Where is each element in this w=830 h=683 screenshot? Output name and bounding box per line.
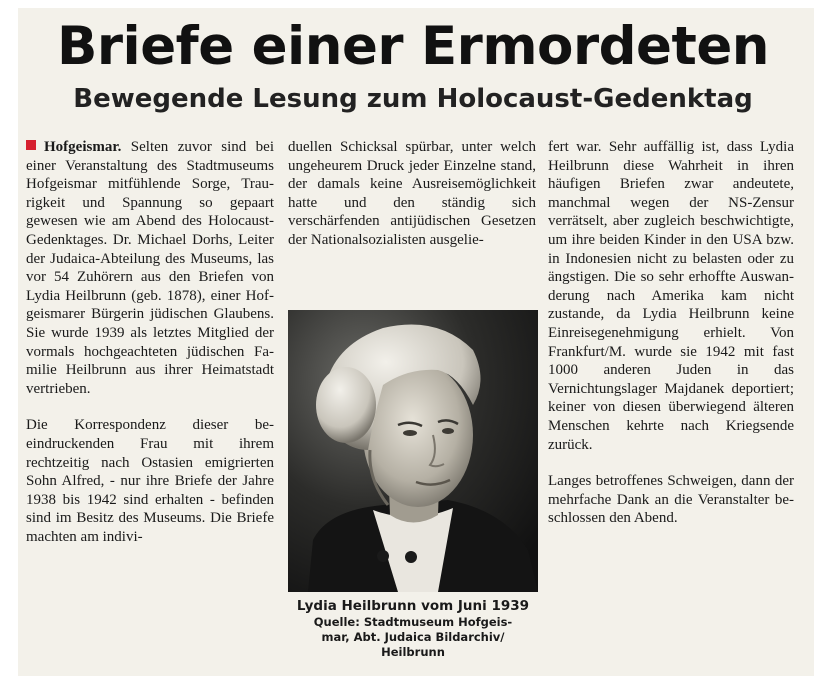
article-column-2 [288,138,536,250]
paragraph: fert war. Sehr auffällig ist, dass Lydia Heilbrunn diese Wahrheit in ihren häufigen Briefen zwar andeutete, manchmal wegen der NS-Zensur verrätselt, aber zugleich beschwichtigte, um ihre beiden Kinder in den USA bzw. in Indonesien nicht zu belasten oder zu ängstigen. Die so sehr erhoffte Auswanderung nach Amerika kam nicht zustande, da Lydia Heilbrunn keine Einreisegenehmigung erhielt. Von Frankfurt/M. wurde sie 1942 mit fast 1000 anderen Juden in das Vernichtungslager Majdanek deportiert; keiner von diesen überwiegend älteren Menschen kehrte nach Kriegsende zurück. [548,139,794,453]
paragraph: Langes betroffenes Schweigen, dann der mehrfache Dank an die Veranstalter beschlossen den Abend. [548,473,794,527]
article-column-1 [26,138,274,546]
red-square-marker [26,140,36,150]
caption-credit: Quelle: Stadtmuseum Hofgeis- mar, Abt. Judaica Bildarchiv/ Heilbrunn [313,615,513,659]
newspaper-clipping [18,8,814,676]
subheadline: Bewegende Lesung zum Holocaust-Gedenktag [73,84,753,114]
portrait-photo [288,310,538,592]
paragraph: Die Korrespondenz dieser beeindruckenden Frau mit ihrem rechtzeitig nach Ostasien emigrierten Sohn Alfred, - nur ihre Briefe der Jahre 1938 bis 1942 sind erhalten - befinden sind im Besitz des Museums. Die Briefe machten am indivi- [26,417,274,545]
dateline: Hofgeismar. [44,139,122,155]
paragraph: duellen Schicksal spürbar, unter welch ungeheurem Druck jeder Einzelne stand, der damals keine Ausreisemöglichkeit hatte und den ständig sich verschärfenden antijüdischen Gesetzen der Nationalsozialisten ausgelie- [288,139,536,248]
article-column-3 [548,138,794,528]
headline: Briefe einer Ermordeten [57,16,769,77]
lead-paragraph [26,138,274,398]
paragraph-text: Selten zuvor sind bei einer Veranstaltung des Stadtmuseums Hofgeismar mitfühlende Sorge, Traurigkeit und Spannung so gepaart gewesen wie am Abend des Holocaust-Gedenktages. Dr. Michael Dorhs, Leiter der Judaica-Abteilung des Museums, las vor 54 Zuhörern aus den Briefen von Lydia Heilbrunn (geb. 1878), einer Hofgeismarer Bürgerin jüdischen Glaubens. Sie wurde 1939 als letztes Mitglied der vormals hochgeachteten jüdischen Familie Heilbrunn aus ihrer Heimatstadt vertrieben. [26,139,274,397]
photo-caption [288,598,538,660]
caption-title: Lydia Heilbrunn vom Juni 1939 [296,598,530,614]
